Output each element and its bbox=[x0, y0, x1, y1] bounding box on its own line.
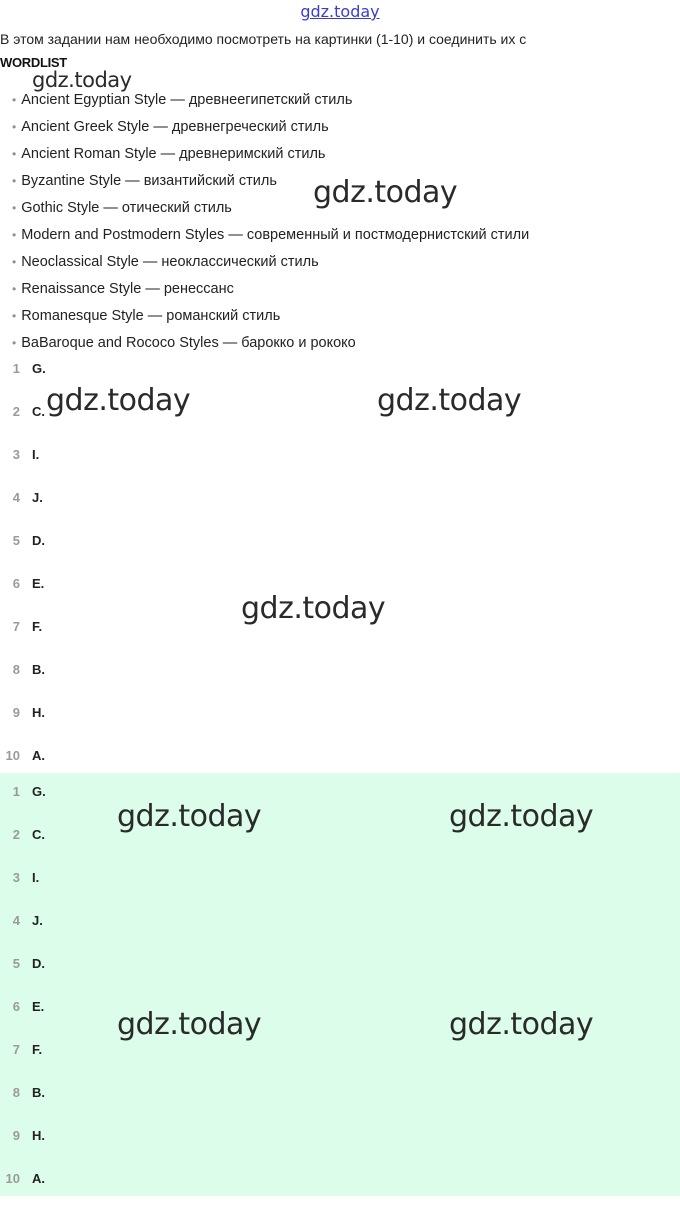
answer-row bbox=[0, 445, 680, 488]
bullet-icon: • bbox=[12, 201, 17, 215]
answer-number: 6 bbox=[12, 999, 20, 1014]
answer-row bbox=[0, 1126, 680, 1169]
answer-letter: E. bbox=[32, 999, 45, 1014]
bullet-icon: • bbox=[12, 93, 17, 107]
answer-letter: B. bbox=[32, 1085, 45, 1100]
answer-letter: C. bbox=[32, 827, 45, 842]
answer-row bbox=[0, 488, 680, 531]
answer-number: 6 bbox=[12, 576, 20, 591]
bullet-icon: • bbox=[12, 309, 17, 323]
answer-letter: H. bbox=[32, 1128, 45, 1143]
answer-row bbox=[0, 703, 680, 746]
answer-letter: F. bbox=[32, 619, 43, 634]
watermark: gdz.today bbox=[117, 1007, 262, 1042]
answer-letter: D. bbox=[32, 533, 45, 548]
bullet-icon: • bbox=[12, 120, 17, 134]
answer-number: 4 bbox=[12, 913, 20, 928]
wordlist-item: • Gothic Style — отический стиль bbox=[12, 200, 232, 216]
answer-number: 4 bbox=[12, 490, 20, 505]
answer-number: 10 bbox=[5, 1171, 20, 1186]
answer-list-first bbox=[0, 359, 680, 789]
watermark: gdz.today bbox=[46, 383, 191, 418]
watermark: gdz.today bbox=[313, 175, 458, 210]
wordlist-item: • BaBaroque and Rococo Styles — барокко и рококо bbox=[12, 335, 356, 351]
wordlist-item: • Ancient Egyptian Style — древнеегипетский стиль bbox=[12, 92, 353, 108]
wordlist bbox=[12, 87, 529, 357]
bullet-icon: • bbox=[12, 147, 17, 161]
watermark: gdz.today bbox=[449, 1007, 594, 1042]
answer-letter: A. bbox=[32, 748, 45, 763]
wordlist-item: • Romanesque Style — романский стиль bbox=[12, 308, 281, 324]
answer-number: 5 bbox=[12, 533, 20, 548]
answer-letter: G. bbox=[32, 784, 46, 799]
bullet-icon: • bbox=[12, 282, 17, 296]
bullet-icon: • bbox=[12, 336, 17, 350]
answer-number: 3 bbox=[12, 870, 20, 885]
answer-row bbox=[0, 1169, 680, 1212]
wordlist-item: • Renaissance Style — ренессанс bbox=[12, 281, 234, 297]
answer-number: 2 bbox=[12, 404, 20, 419]
wordlist-item: • Byzantine Style — византийский стиль bbox=[12, 173, 277, 189]
answer-number: 3 bbox=[12, 447, 20, 462]
answer-number: 1 bbox=[12, 361, 20, 376]
answer-number: 10 bbox=[5, 748, 20, 763]
answer-row bbox=[0, 911, 680, 954]
answer-letter: B. bbox=[32, 662, 45, 677]
answer-row bbox=[0, 660, 680, 703]
answer-number: 9 bbox=[12, 1128, 20, 1143]
answer-letter: A. bbox=[32, 1171, 45, 1186]
wordlist-title: WORDLIST bbox=[0, 55, 67, 70]
bullet-icon: • bbox=[12, 174, 17, 188]
bullet-icon: • bbox=[12, 255, 17, 269]
answer-letter: G. bbox=[32, 361, 46, 376]
answer-letter: H. bbox=[32, 705, 45, 720]
watermark: gdz.today bbox=[117, 799, 262, 834]
answer-letter: I. bbox=[32, 870, 40, 885]
answer-letter: D. bbox=[32, 956, 45, 971]
answer-number: 1 bbox=[12, 784, 20, 799]
answer-number: 7 bbox=[12, 1042, 20, 1057]
wordlist-item: • Ancient Greek Style — древнегреческий стиль bbox=[12, 119, 329, 135]
answer-number: 2 bbox=[12, 827, 20, 842]
answer-letter: E. bbox=[32, 576, 45, 591]
answer-letter: F. bbox=[32, 1042, 43, 1057]
answer-row bbox=[0, 1083, 680, 1126]
answer-number: 8 bbox=[12, 1085, 20, 1100]
watermark: gdz.today bbox=[377, 383, 522, 418]
answer-list-second bbox=[0, 782, 680, 1212]
wordlist-item: • Ancient Roman Style — древнеримский стиль bbox=[12, 146, 326, 162]
wordlist-item: • Modern and Postmodern Styles — современный и постмодернистский стили bbox=[12, 227, 530, 243]
watermark: gdz.today bbox=[449, 799, 594, 834]
wordlist-item: • Neoclassical Style — неоклассический стиль bbox=[12, 254, 319, 270]
watermark: gdz.today bbox=[32, 68, 132, 92]
watermark: gdz.today bbox=[241, 591, 386, 626]
answer-letter: J. bbox=[32, 913, 43, 928]
site-header-link[interactable]: gdz.today bbox=[300, 2, 380, 21]
bullet-icon: • bbox=[12, 228, 17, 242]
answer-row bbox=[0, 868, 680, 911]
answer-number: 5 bbox=[12, 956, 20, 971]
answer-number: 9 bbox=[12, 705, 20, 720]
answer-row bbox=[0, 954, 680, 997]
answer-letter: J. bbox=[32, 490, 43, 505]
intro-text: В этом задании нам необходимо посмотреть на картинки (1-10) и соединить их с bbox=[0, 31, 527, 47]
answer-letter: C. bbox=[32, 404, 45, 419]
answer-row bbox=[0, 1040, 680, 1083]
answer-row bbox=[0, 531, 680, 574]
answer-number: 7 bbox=[12, 619, 20, 634]
answer-letter: I. bbox=[32, 447, 40, 462]
answer-number: 8 bbox=[12, 662, 20, 677]
